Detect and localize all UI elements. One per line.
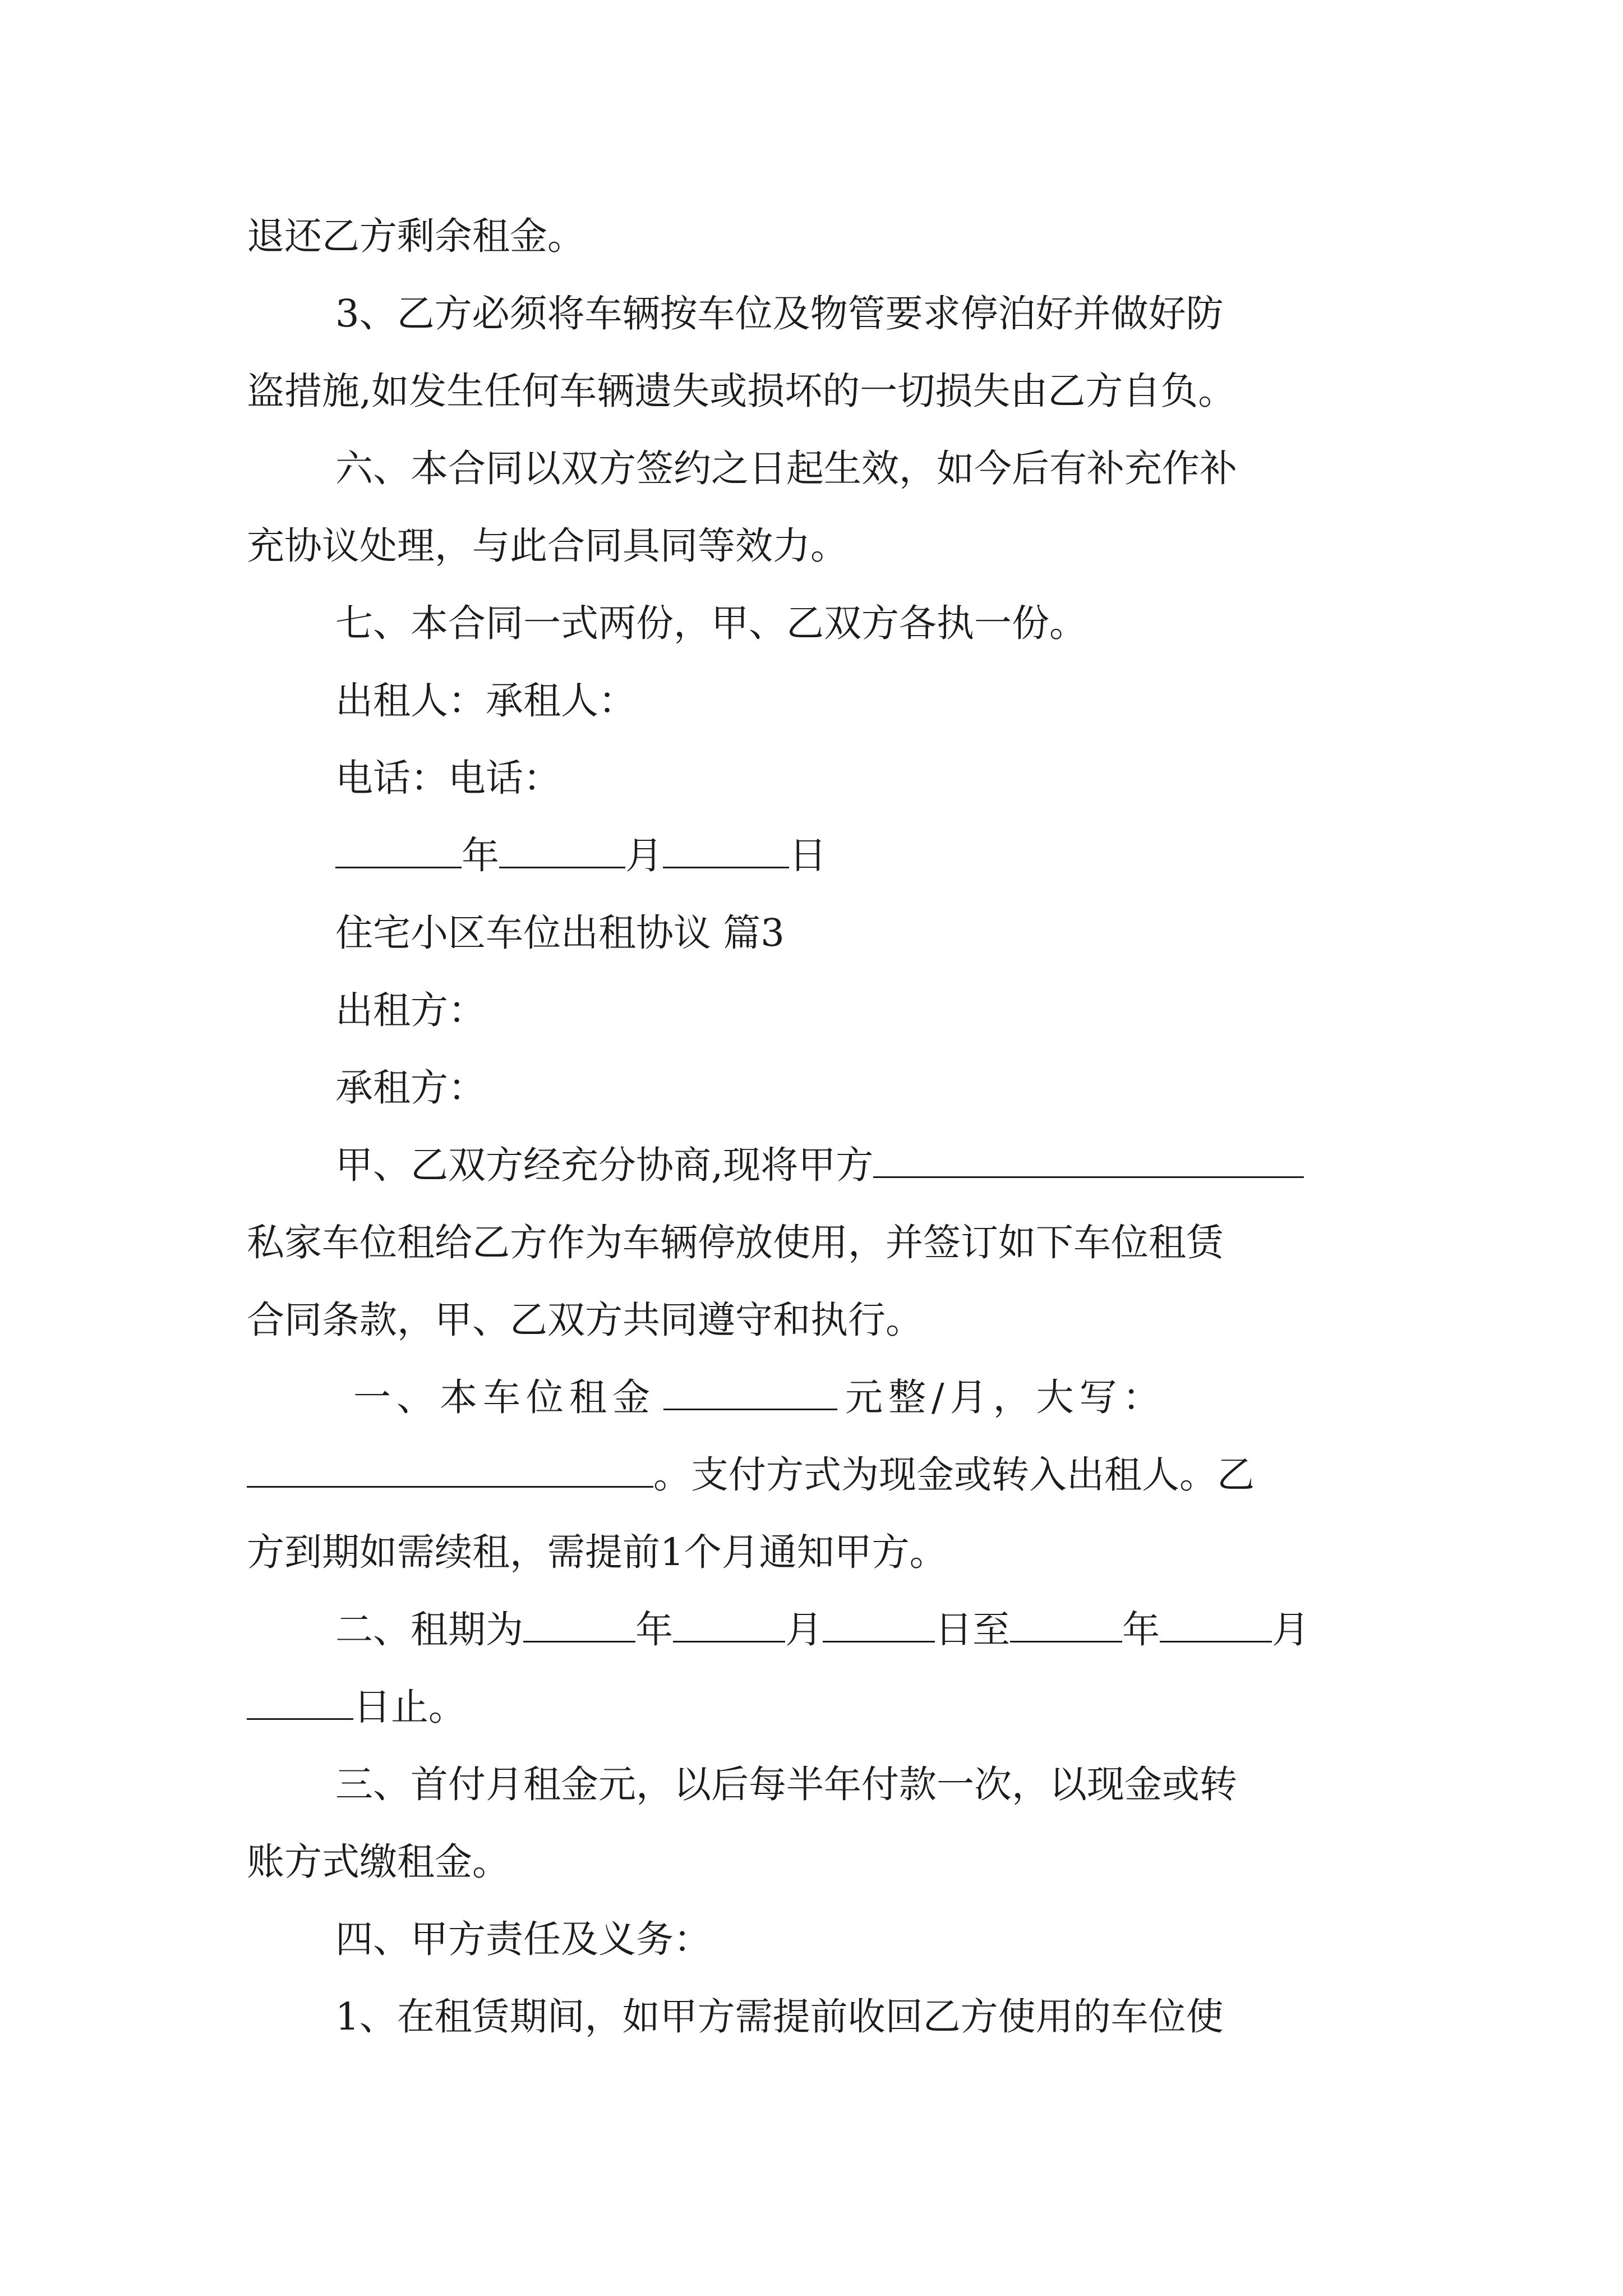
section-heading: 住宅小区车位出租协议 篇3	[335, 911, 785, 955]
text-line: 六、本合同以双方签约之日起生效，如今后有补充作补	[335, 447, 1237, 490]
text-line: 方到期如需续租，需提前1个月通知甲方。	[247, 1530, 947, 1574]
fill-blank	[1010, 1614, 1122, 1642]
clause-text: 。支付方式为现金或转入出租人。乙	[653, 1453, 1255, 1497]
fill-blank	[1160, 1614, 1272, 1642]
clause-text: 月	[1272, 1608, 1310, 1651]
clause-text: 日止。	[353, 1685, 466, 1729]
clause-text: 一、本车位租金	[353, 1375, 656, 1419]
clause-text: 年	[1122, 1608, 1160, 1651]
clause-text: 月	[785, 1608, 823, 1651]
text-line: 1、在租赁期间，如甲方需提前收回乙方使用的车位使	[335, 1995, 1224, 2039]
text-line: 3、乙方必须将车辆按车位及物管要求停泊好并做好防	[335, 292, 1224, 335]
date-blank	[335, 840, 462, 868]
date-line	[335, 834, 827, 877]
fill-blank	[873, 1149, 1304, 1178]
text-line: 三、首付月租金元，以后每半年付款一次，以现金或转	[335, 1763, 1237, 1806]
date-day-label: 日	[789, 834, 827, 877]
date-month-label: 月	[625, 834, 663, 877]
text-line: 盗措施,如发生任何车辆遗失或损坏的一切损失由乙方自负。	[247, 369, 1236, 413]
text-line	[335, 1143, 1304, 1187]
text-line: 账方式缴租金。	[247, 1840, 510, 1884]
date-year-label: 年	[462, 834, 499, 877]
text-line: 退还乙方剩余租金。	[247, 214, 585, 258]
text-line: 电话：电话：	[335, 756, 561, 800]
text-line	[335, 1608, 1310, 1651]
fill-blank	[247, 1459, 653, 1488]
text-line: 合同条款，甲、乙双方共同遵守和执行。	[247, 1298, 923, 1342]
fill-blank	[673, 1614, 785, 1642]
text-line: 七、本合同一式两份，甲、乙双方各执一份。	[335, 601, 1087, 645]
fill-blank	[247, 1691, 353, 1720]
text-line	[247, 1685, 466, 1729]
text-line: 四、甲方责任及义务：	[335, 1917, 711, 1961]
date-blank	[499, 840, 625, 868]
text-line	[247, 1453, 1255, 1497]
text-line: 出租人：承租人：	[335, 679, 636, 723]
clause-text: 甲、乙双方经充分协商,现将甲方	[335, 1143, 874, 1187]
text-line: 承租方：	[335, 1066, 486, 1110]
fill-blank	[663, 1382, 837, 1410]
clause-text: 元整/月，大写：	[845, 1375, 1166, 1419]
fill-blank	[823, 1614, 935, 1642]
date-blank	[663, 840, 789, 868]
fill-blank	[523, 1614, 635, 1642]
text-line: 出租方：	[335, 988, 486, 1032]
text-line	[353, 1375, 1166, 1419]
text-line: 充协议处理，与此合同具同等效力。	[247, 524, 848, 568]
clause-text: 日至	[935, 1608, 1010, 1651]
clause-text: 年	[635, 1608, 673, 1651]
clause-text: 二、租期为	[335, 1608, 523, 1651]
text-line: 私家车位租给乙方作为车辆停放使用，并签订如下车位租赁	[247, 1221, 1224, 1264]
